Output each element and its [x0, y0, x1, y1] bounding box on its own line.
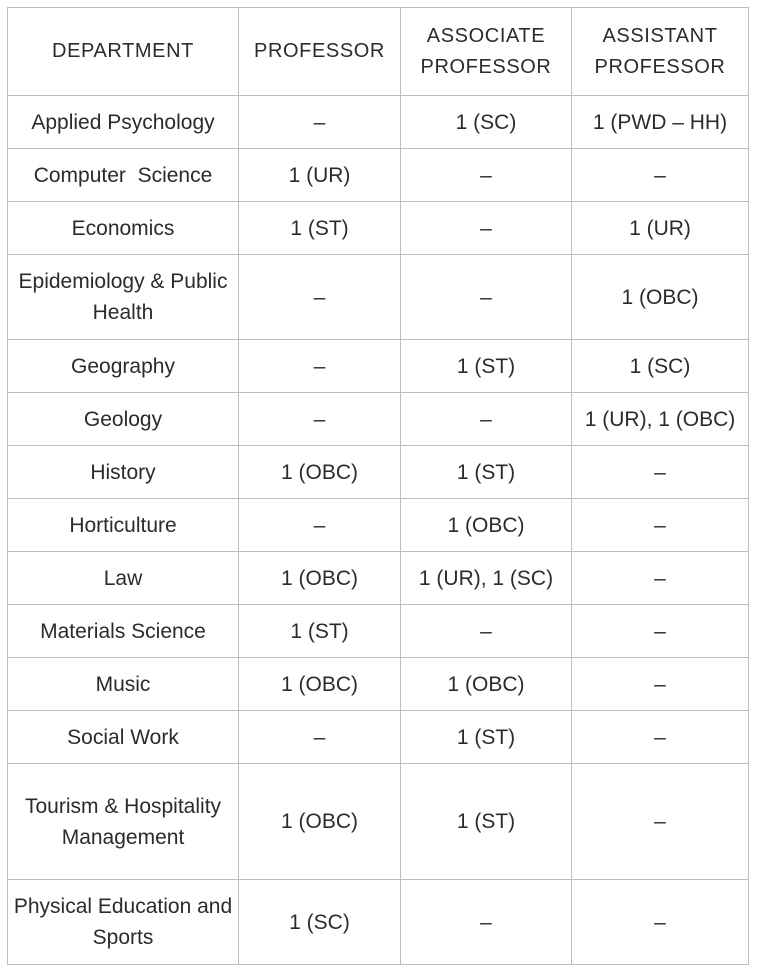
assistant-cell: – — [572, 605, 749, 658]
assistant-cell: 1 (UR) — [572, 202, 749, 255]
department-cell: Economics — [8, 202, 239, 255]
header-associate-professor: ASSOCIATE PROFESSOR — [401, 8, 572, 96]
table-header — [8, 8, 749, 96]
assistant-cell: 1 (PWD – HH) — [572, 96, 749, 149]
assistant-cell: – — [572, 499, 749, 552]
header-row — [8, 8, 749, 96]
professor-cell: – — [239, 340, 401, 393]
header-assistant-professor: ASSISTANT PROFESSOR — [572, 8, 749, 96]
associate-cell: 1 (ST) — [401, 340, 572, 393]
table-row — [8, 499, 749, 552]
assistant-cell: – — [572, 658, 749, 711]
associate-cell: – — [401, 149, 572, 202]
professor-cell: 1 (ST) — [239, 605, 401, 658]
department-cell: Materials Science — [8, 605, 239, 658]
department-cell: Social Work — [8, 711, 239, 764]
assistant-cell: 1 (UR), 1 (OBC) — [572, 393, 749, 446]
department-cell: Law — [8, 552, 239, 605]
professor-cell: 1 (OBC) — [239, 658, 401, 711]
table-row — [8, 552, 749, 605]
associate-cell: 1 (OBC) — [401, 658, 572, 711]
department-cell: Geology — [8, 393, 239, 446]
department-cell: Epidemiology & Public Health — [8, 255, 239, 340]
associate-cell: 1 (OBC) — [401, 499, 572, 552]
assistant-cell: – — [572, 764, 749, 880]
professor-cell: 1 (ST) — [239, 202, 401, 255]
department-cell: History — [8, 446, 239, 499]
table-row — [8, 202, 749, 255]
professor-cell: 1 (OBC) — [239, 552, 401, 605]
department-cell: Geography — [8, 340, 239, 393]
assistant-cell: – — [572, 552, 749, 605]
department-cell: Horticulture — [8, 499, 239, 552]
professor-cell: 1 (SC) — [239, 880, 401, 965]
table-row — [8, 711, 749, 764]
professor-cell: – — [239, 711, 401, 764]
associate-cell: 1 (ST) — [401, 446, 572, 499]
professor-cell: – — [239, 393, 401, 446]
associate-cell: – — [401, 880, 572, 965]
department-cell: Applied Psychology — [8, 96, 239, 149]
assistant-cell: 1 (OBC) — [572, 255, 749, 340]
associate-cell: 1 (UR), 1 (SC) — [401, 552, 572, 605]
department-cell: Tourism & Hospitality Management — [8, 764, 239, 880]
department-cell: Music — [8, 658, 239, 711]
associate-cell: – — [401, 605, 572, 658]
associate-cell: – — [401, 393, 572, 446]
professor-cell: 1 (OBC) — [239, 446, 401, 499]
header-professor: PROFESSOR — [239, 8, 401, 96]
vacancy-table — [7, 7, 749, 965]
table-row — [8, 658, 749, 711]
associate-cell: – — [401, 255, 572, 340]
header-department: DEPARTMENT — [8, 8, 239, 96]
table-row — [8, 340, 749, 393]
table-row — [8, 393, 749, 446]
assistant-cell: – — [572, 880, 749, 965]
table-row — [8, 880, 749, 965]
assistant-cell: – — [572, 711, 749, 764]
table-row — [8, 764, 749, 880]
professor-cell: – — [239, 499, 401, 552]
table-row — [8, 96, 749, 149]
associate-cell: 1 (SC) — [401, 96, 572, 149]
assistant-cell: – — [572, 149, 749, 202]
department-cell: Physical Education and Sports — [8, 880, 239, 965]
assistant-cell: – — [572, 446, 749, 499]
associate-cell: 1 (ST) — [401, 711, 572, 764]
department-cell: Computer Science — [8, 149, 239, 202]
assistant-cell: 1 (SC) — [572, 340, 749, 393]
professor-cell: 1 (UR) — [239, 149, 401, 202]
associate-cell: 1 (ST) — [401, 764, 572, 880]
table-body — [8, 96, 749, 965]
professor-cell: 1 (OBC) — [239, 764, 401, 880]
table-row — [8, 149, 749, 202]
table-row — [8, 255, 749, 340]
table-row — [8, 446, 749, 499]
professor-cell: – — [239, 96, 401, 149]
table-row — [8, 605, 749, 658]
professor-cell: – — [239, 255, 401, 340]
associate-cell: – — [401, 202, 572, 255]
